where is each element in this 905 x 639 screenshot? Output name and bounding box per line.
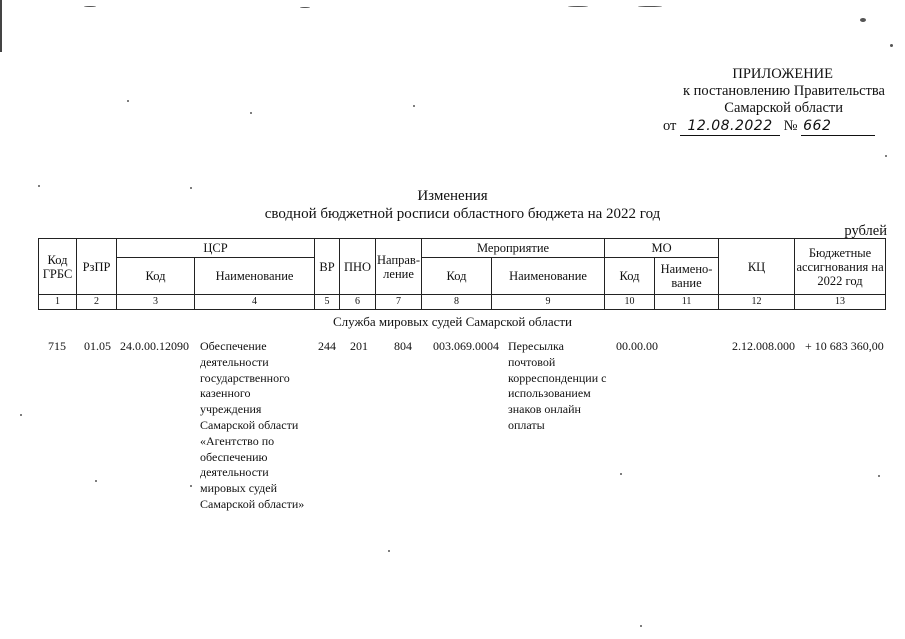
cell-vr: 244 bbox=[318, 339, 337, 353]
cell-kc: 2.12.008.000 bbox=[732, 339, 795, 353]
column-number: 4 bbox=[195, 295, 315, 310]
column-number: 12 bbox=[719, 295, 795, 310]
header-csr: ЦСР bbox=[117, 239, 315, 258]
column-number: 5 bbox=[315, 295, 340, 310]
date-prefix: от bbox=[663, 118, 677, 134]
appendix-heading: ПРИЛОЖЕНИЕ bbox=[732, 66, 833, 82]
cell-csr-code: 24.0.00.12090 bbox=[120, 339, 189, 353]
column-number: 1 bbox=[39, 295, 77, 310]
title-line-1: Изменения bbox=[417, 188, 488, 204]
column-number: 2 bbox=[77, 295, 117, 310]
header-mo-code: Код bbox=[605, 258, 655, 295]
appendix-block bbox=[655, 66, 885, 136]
header-pno: ПНО bbox=[340, 239, 376, 295]
column-number: 6 bbox=[340, 295, 376, 310]
column-number: 3 bbox=[117, 295, 195, 310]
header-allocations: Бюджетные ассигнования на 2022 год bbox=[795, 239, 886, 295]
handwritten-number: 662 bbox=[801, 118, 875, 136]
header-csr-name: Наименование bbox=[195, 258, 315, 295]
cell-allocation: + 10 683 360,00 bbox=[805, 339, 884, 353]
scan-edge-mark bbox=[0, 0, 2, 52]
cell-rzpr: 01.05 bbox=[84, 339, 111, 353]
header-event-name: Наименование bbox=[492, 258, 605, 295]
handwritten-date: 12.08.2022 bbox=[680, 118, 780, 136]
appendix-date-line bbox=[655, 118, 885, 136]
header-kc: КЦ bbox=[719, 239, 795, 295]
cell-event-code: 003.069.0004 bbox=[433, 339, 499, 353]
header-vr: ВР bbox=[315, 239, 340, 295]
cell-direction: 804 bbox=[394, 339, 412, 353]
column-number: 10 bbox=[605, 295, 655, 310]
column-number: 7 bbox=[376, 295, 422, 310]
column-number: 9 bbox=[492, 295, 605, 310]
appendix-decree-line: к постановлению Правительства bbox=[683, 83, 885, 99]
column-number: 13 bbox=[795, 295, 886, 310]
section-title: Служба мировых судей Самарской области bbox=[332, 314, 573, 329]
appendix-region-line: Самарской области bbox=[724, 100, 843, 116]
header-direction: Направ-ление bbox=[376, 239, 422, 295]
column-number: 8 bbox=[422, 295, 492, 310]
header-csr-code: Код bbox=[117, 258, 195, 295]
header-event: Мероприятие bbox=[422, 239, 605, 258]
cell-event-name: Пересылка почтовой корреспонденции с использованием знаков онлайн оплаты bbox=[508, 339, 607, 432]
column-number-row bbox=[39, 295, 886, 310]
header-grbs: Код ГРБС bbox=[39, 239, 77, 295]
title-line-2: сводной бюджетной росписи областного бюджета на 2022 год bbox=[264, 206, 661, 222]
header-mo-name: Наимено-вание bbox=[655, 258, 719, 295]
cell-csr-name: Обеспечение деятельности государственного казенного учреждения Самарской области «Агентство по обеспечению деятельности мировых судей Самарской области» bbox=[200, 339, 305, 511]
header-rzpr: РзПР bbox=[77, 239, 117, 295]
unit-label: рублей bbox=[844, 223, 887, 239]
cell-pno: 201 bbox=[350, 339, 368, 353]
cell-mo-code: 00.00.00 bbox=[616, 339, 658, 353]
cell-grbs: 715 bbox=[48, 339, 66, 353]
column-number: 11 bbox=[655, 295, 719, 310]
number-prefix: № bbox=[783, 118, 798, 134]
header-event-code: Код bbox=[422, 258, 492, 295]
budget-table bbox=[38, 238, 886, 310]
header-mo: МО bbox=[605, 239, 719, 258]
